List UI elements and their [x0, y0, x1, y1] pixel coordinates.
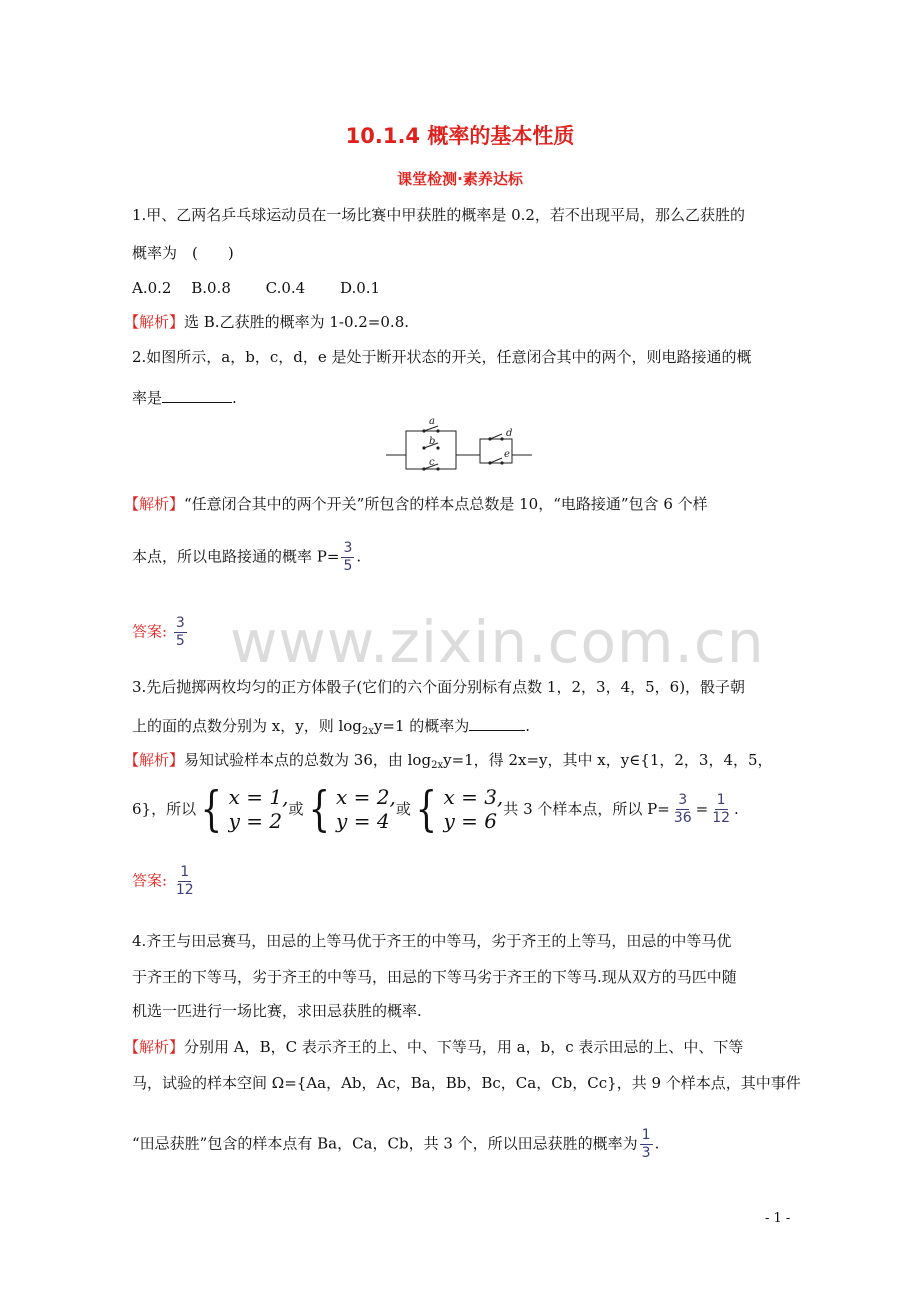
equation-x: x = 1, [228, 785, 289, 809]
q4-line1: 4.齐王与田忌赛马，田忌的上等马优于齐王的中等马，劣于齐王的上等马，田忌的中等马优 [132, 932, 732, 950]
q1-line1: 1.甲、乙两名乒乓球运动员在一场比赛中甲获胜的概率是 0.2，若不出现平局，那么乙获胜的 [132, 206, 745, 224]
q3-line2-suffix: . [525, 717, 531, 735]
switch-label-a: a [429, 416, 435, 427]
q3-line1: 3.先后抛掷两枚均匀的正方体骰子(它们的六个面分别标有点数 1，2，3，4，5，6)，骰子朝 [132, 678, 746, 696]
q2-line2 [132, 386, 237, 408]
equation-y: y = 2 [228, 809, 283, 833]
analysis-tag: 【解析】 [124, 751, 185, 769]
switch-label-c: c [429, 457, 435, 468]
answer-label: 答案: [132, 871, 168, 890]
period: . [734, 800, 739, 818]
q4-analysis-text: 分别用 A，B，C 表示齐王的上、中、下等马，用 a，b，c 表示田忌的上、中、下等 [184, 1038, 744, 1056]
q3-line2-mid: y=1 的概率为 [373, 717, 470, 735]
page-title: 10.1.4 概率的基本性质 [345, 124, 575, 148]
fraction-numerator: 1 [716, 791, 726, 808]
q4-line2: 于齐王的下等马，劣于齐王的中等马，田忌的下等马劣于齐王的下等马.现从双方的马匹中随 [132, 968, 737, 986]
fraction-numerator: 1 [641, 1127, 651, 1143]
equation-system-2: { x = 2, y = 4 [308, 781, 396, 837]
q3-line2 [132, 714, 530, 742]
q2-analysis-text: “任意闭合其中的两个开关”所包含的样本点总数是 10，“电路接通”包含 6 个样 [184, 495, 708, 513]
circuit-diagram [386, 415, 532, 473]
q2-analysis-line2-text: 本点，所以电路接通的概率 P= [132, 547, 340, 566]
equation-y: y = 4 [336, 809, 390, 833]
q2-line2-prefix: 率是 [132, 389, 163, 407]
fraction [640, 1127, 653, 1162]
watermark: www.zixin.com.cn [230, 608, 765, 676]
q1-options: A.0.2 B.0.8 C.0.4 D.0.1 [132, 279, 381, 297]
fraction [710, 792, 732, 827]
period: . [654, 1134, 660, 1153]
q4-analysis-line1 [124, 1037, 743, 1057]
q3-analysis-line1 [124, 750, 773, 776]
q1-line2: 概率为 ( ) [132, 244, 234, 262]
q4-line3: 机选一匹进行一场比赛，求田忌获胜的概率. [132, 1002, 422, 1020]
fraction-denominator: 12 [712, 809, 731, 826]
switch-label-d: d [506, 428, 513, 439]
fraction [341, 540, 354, 575]
fraction-denominator: 5 [175, 633, 185, 649]
switch-label-e: e [504, 449, 510, 460]
equation-system-1: { x = 1, y = 2 [200, 781, 289, 837]
q3-analysis-b: y=1，得 2x=y，其中 x，y∈{1，2，3，4，5， [443, 751, 773, 769]
fraction-denominator: 3 [641, 1145, 651, 1161]
fraction-numerator: 1 [180, 864, 190, 880]
page-subtitle: 课堂检测·素养达标 [397, 170, 523, 188]
q2-line2-suffix: . [232, 389, 237, 407]
equation-x: x = 2, [336, 785, 396, 809]
q2-analysis-line2: 本点，所以电路接通的概率 P= $\frac{3}{5}$ . [132, 540, 362, 574]
q3-analysis-line2: 6}，所以 { x = 1, y = 2 或 { x = 2, y = 4 或 { x = 3, y = 6 共 3 个样本点，所以 P= $\frac{3}{36}$ = $\frac{1}{12}$ . [132, 781, 739, 837]
q4-analysis-line3-text: “田忌获胜”包含的样本点有 Ba，Ca，Cb，共 3 个，所以田忌获胜的概率为 [132, 1134, 638, 1153]
analysis-tag: 【解析】 [124, 313, 185, 331]
q2-answer [132, 615, 189, 650]
answer-fraction [174, 864, 196, 899]
fraction-denominator: 5 [343, 558, 353, 574]
answer-blank [469, 714, 525, 731]
q1-analysis [124, 312, 409, 332]
q3-analysis-line2-suffix: 共 3 个样本点，所以 P= [503, 800, 670, 818]
fraction-numerator: 3 [175, 615, 185, 631]
q3-analysis-line2-prefix: 6}，所以 [132, 800, 197, 818]
page-number: - 1 - [765, 1211, 791, 1226]
fraction [672, 792, 694, 827]
equation-system-3: { x = 3, y = 6 [415, 781, 504, 837]
fraction-denominator: 36 [673, 809, 692, 826]
or-text: 或 [288, 800, 304, 818]
fraction-numerator: 3 [343, 540, 353, 556]
q4-analysis-line3 [132, 1127, 659, 1162]
equation-x: x = 3, [443, 785, 504, 809]
q3-line2-prefix: 上的面的点数分别为 x，y，则 log [132, 717, 362, 735]
q3-analysis-a: 易知试验样本点的总数为 36，由 log [184, 751, 432, 769]
q2-line1: 2.如图所示，a，b，c，d，e 是处于断开状态的开关，任意闭合其中的两个，则电路接通的概 [132, 348, 752, 366]
equation-y: y = 6 [443, 809, 497, 833]
answer-fraction [174, 615, 187, 650]
q3-answer [132, 864, 198, 899]
switch-label-b: b [429, 436, 436, 447]
fraction-numerator: 3 [678, 791, 688, 808]
q1-analysis-text: 选 B.乙获胜的概率为 1-0.2=0.8. [184, 313, 410, 331]
q4-analysis-line2: 马，试验的样本空间 Ω={Aa，Ab，Ac，Ba，Bb，Bc，Ca，Cb，Cc}，共 9 个样本点，其中事件 [132, 1074, 801, 1092]
log-subscript: 2x [431, 760, 444, 771]
log-subscript: 2x [361, 726, 374, 737]
analysis-tag: 【解析】 [124, 495, 185, 513]
or-text: 或 [395, 800, 411, 818]
q2-analysis-line1 [124, 494, 708, 514]
answer-blank [162, 386, 232, 403]
fraction-denominator: 12 [175, 882, 194, 898]
answer-label: 答案: [132, 622, 168, 641]
analysis-tag: 【解析】 [124, 1038, 185, 1056]
